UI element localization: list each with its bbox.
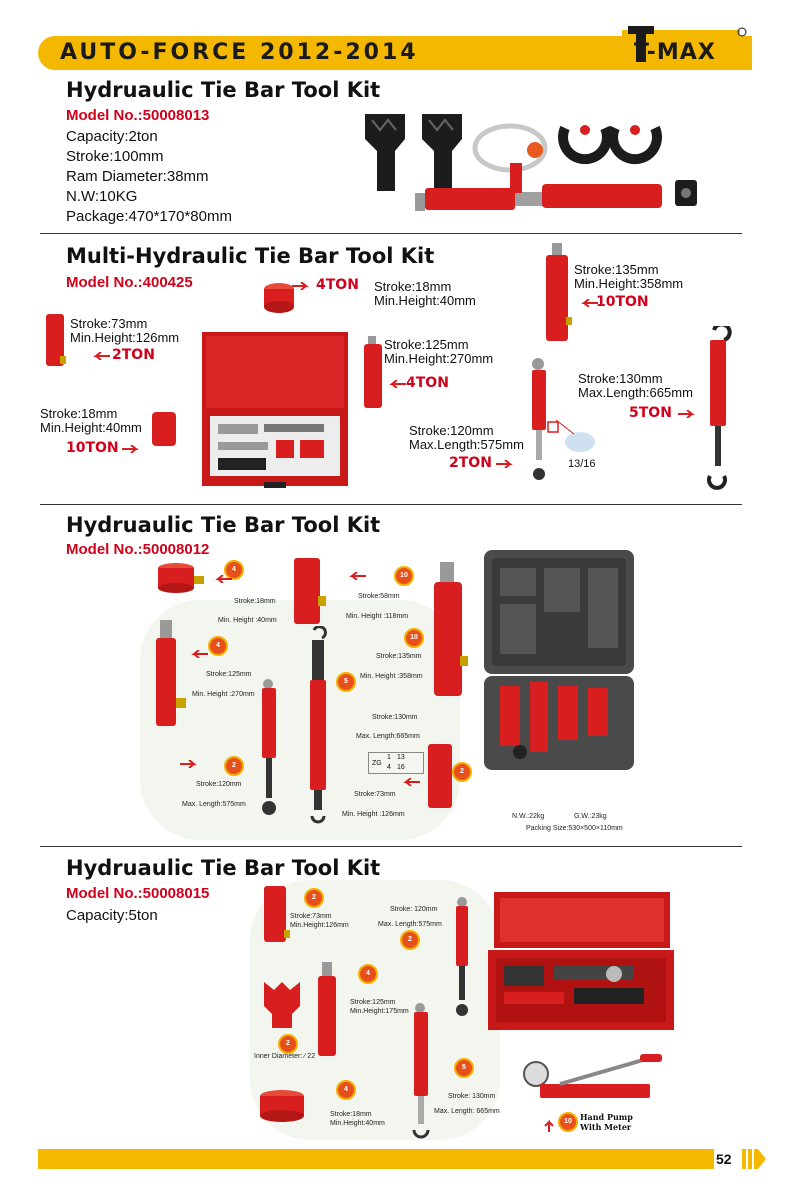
section1-model: Model No.:50008013	[66, 107, 210, 124]
cylinder-10ton-short-image	[150, 410, 180, 450]
section2-title: Multi-Hydraulic Tie Bar Tool Kit	[66, 244, 435, 268]
badge-4ton-a: 4	[224, 560, 244, 580]
s4-badge-4ton-b: 4	[336, 1080, 356, 1100]
s3-e-height: Max. Length:665mm	[356, 733, 420, 740]
section4-capacity: Capacity:5ton	[66, 907, 158, 924]
thread-size: 13/16	[568, 458, 596, 470]
s4-badge-5ton: 5	[454, 1058, 474, 1078]
badge-5ton: 5	[336, 672, 356, 692]
s3-f-height: Max. Length:575mm	[182, 801, 246, 808]
ton-5-label: 5TON	[629, 405, 672, 421]
badge-10ton-a: 10	[394, 566, 414, 586]
s4-ram-d-image	[404, 1000, 438, 1140]
arrow-icon	[398, 778, 420, 786]
s4-badge-2ton-b: 2	[400, 930, 420, 950]
s3-cylinder-b-image	[292, 556, 332, 630]
s3-gross-weight: G.W.:23kg	[574, 813, 607, 820]
c2a-height: Min.Height:126mm	[70, 330, 180, 345]
s4-inner-diameter: Inner Diameter: ∕ 22	[254, 1053, 316, 1060]
arrow-icon	[180, 760, 202, 768]
c10a-stroke: Stroke:135mm	[574, 262, 659, 277]
logo-text: T-MAX	[634, 40, 716, 65]
s4-saddle-image	[262, 978, 304, 1030]
section3-model: Model No.:50008012	[66, 541, 210, 558]
ton-4b-label: 4TON	[406, 375, 449, 391]
s3-a-height: Min. Height :40mm	[218, 617, 277, 624]
s3-net-weight: N.W.:22kg	[512, 813, 545, 820]
s3-f-stroke: Stroke:120mm	[196, 781, 242, 788]
s4-metal-case-image	[484, 888, 680, 1034]
page-tab-icon	[742, 1149, 770, 1169]
pump-line2: With Meter	[580, 1122, 632, 1132]
section1-product-image	[350, 108, 710, 220]
s4-badge-2ton-c: 2	[278, 1034, 298, 1054]
badge-2ton-a: 2	[224, 756, 244, 776]
s4-b-stroke: Stroke: 120mm	[390, 906, 438, 913]
s3-c-stroke: Stroke:135mm	[376, 653, 422, 660]
c4a-stroke: Stroke:18mm	[374, 279, 452, 294]
arrow-icon	[496, 460, 518, 468]
s3-ram-e-image	[300, 626, 340, 836]
s4-b-height: Max. Length:575mm	[378, 921, 442, 928]
c10a-height: Min.Height:358mm	[574, 276, 684, 291]
s4-c-stroke: Stroke:125mm	[350, 999, 396, 1006]
s4-badge-4ton-a: 4	[358, 964, 378, 984]
arrow-icon	[384, 380, 406, 388]
s3-b-stroke: Stroke:58mm	[358, 593, 400, 600]
c5-height: Max.Length:665mm	[578, 385, 693, 400]
c10b-stroke: Stroke:18mm	[40, 406, 118, 421]
s3-b-height: Min. Height :118mm	[346, 613, 409, 620]
s4-cylinder-a-image	[262, 884, 290, 950]
section1-spec-package: Package:470*170*80mm	[66, 208, 232, 225]
s4-badge-pump: 10	[558, 1112, 578, 1132]
divider-2	[40, 504, 742, 505]
s4-ram-b-image	[448, 894, 478, 1024]
arrow-icon	[122, 445, 144, 453]
c10b-height: Min.Height:40mm	[40, 420, 142, 435]
arrow-icon	[186, 650, 208, 658]
s3-cylinder-d-image	[154, 618, 210, 728]
c2b-height: Max.Length:575mm	[409, 437, 524, 452]
zg-d1: 4	[387, 764, 391, 771]
badge-2ton-b: 2	[452, 762, 472, 782]
zg-prefix: ZG	[372, 760, 382, 767]
s3-packing-size: Packing Size:530×500×110mm	[526, 825, 623, 832]
s4-hand-pump-image	[520, 1052, 670, 1112]
zg-n2: 13	[397, 754, 405, 761]
arrow-icon	[576, 299, 598, 307]
s4-d-stroke: Stroke: 130mm	[448, 1093, 496, 1100]
s3-ram-f-image	[254, 676, 290, 826]
s3-d-height: Min. Height :270mm	[192, 691, 255, 698]
divider-1	[40, 233, 742, 234]
page-number: 52	[716, 1151, 732, 1167]
section1-spec-capacity: Capacity:2ton	[66, 128, 158, 145]
section1-spec-ram: Ram Diameter:38mm	[66, 168, 209, 185]
arrow-icon	[88, 352, 110, 360]
badge-10ton-b: 10	[404, 628, 424, 648]
cylinder-10ton-tall-image	[544, 243, 572, 343]
section1-title: Hydruaulic Tie Bar Tool Kit	[66, 78, 381, 102]
zg-thread-box	[368, 752, 424, 774]
c2a-stroke: Stroke:73mm	[70, 316, 148, 331]
cylinder-2ton-image	[44, 314, 68, 372]
arrow-icon	[210, 575, 232, 583]
s3-a-stroke: Stroke:18mm	[234, 598, 276, 605]
ton-2b-label: 2TON	[449, 455, 492, 471]
section1-spec-weight: N.W:10KG	[66, 188, 138, 205]
arrow-icon	[344, 572, 366, 580]
s4-e-height: Min.Height:40mm	[330, 1120, 385, 1127]
s3-g-stroke: Stroke:73mm	[354, 791, 396, 798]
s4-a-stroke: Stroke:73mm	[290, 913, 332, 920]
pump-line1: Hand Pump	[580, 1112, 633, 1122]
s3-d-stroke: Stroke:125mm	[206, 671, 252, 678]
cylinder-4ton-short-image	[262, 282, 296, 314]
ram-5ton-image	[700, 326, 740, 494]
thread-callout	[556, 420, 596, 460]
arrow-up-icon	[544, 1118, 554, 1132]
ton-4-label: 4TON	[316, 277, 359, 293]
s4-cylinder-e-image	[256, 1088, 308, 1128]
s4-badge-2ton-a: 2	[304, 888, 324, 908]
ton-10-label: 10TON	[596, 294, 649, 310]
ton-2-label: 2TON	[112, 347, 155, 363]
catalog-title: AUTO-FORCE 2012-2014	[60, 40, 419, 65]
s4-e-stroke: Stroke:18mm	[330, 1111, 372, 1118]
section2-model: Model No.:400425	[66, 274, 193, 291]
arrow-icon	[292, 282, 314, 290]
s3-c-height: Min. Height :358mm	[360, 673, 423, 680]
s3-e-stroke: Stroke:130mm	[372, 714, 418, 721]
divider-3	[40, 846, 742, 847]
footer-bar	[38, 1149, 714, 1169]
s4-pump-label	[580, 1112, 633, 1132]
c4b-stroke: Stroke:125mm	[384, 337, 469, 352]
ton-10b-label: 10TON	[66, 440, 119, 456]
zg-d2: 16	[397, 764, 405, 771]
s3-plastic-case-image	[480, 548, 640, 774]
section1-spec-stroke: Stroke:100mm	[66, 148, 164, 165]
s4-c-height: Min.Height:175mm	[350, 1008, 409, 1015]
cylinder-4ton-medium-image	[362, 336, 386, 410]
tool-case-image	[200, 330, 350, 492]
c4b-height: Min.Height:270mm	[384, 351, 494, 366]
section4-title: Hydruaulic Tie Bar Tool Kit	[66, 856, 381, 880]
s3-cylinder-c-image	[430, 560, 470, 700]
c2b-stroke: Stroke:120mm	[409, 423, 494, 438]
s4-cylinder-c-image	[314, 960, 344, 1058]
badge-4ton-b: 4	[208, 636, 228, 656]
zg-n1: 1	[387, 754, 391, 761]
s4-a-height: Min.Height:126mm	[290, 922, 349, 929]
section3-title: Hydruaulic Tie Bar Tool Kit	[66, 513, 381, 537]
section4-model: Model No.:50008015	[66, 885, 210, 902]
s3-cylinder-a-image	[154, 562, 214, 596]
c5-stroke: Stroke:130mm	[578, 371, 663, 386]
arrow-icon	[678, 410, 700, 418]
s3-g-height: Min. Height :126mm	[342, 811, 405, 818]
s4-d-height: Max. Length: 665mm	[434, 1108, 500, 1115]
c4a-height: Min.Height:40mm	[374, 293, 476, 308]
